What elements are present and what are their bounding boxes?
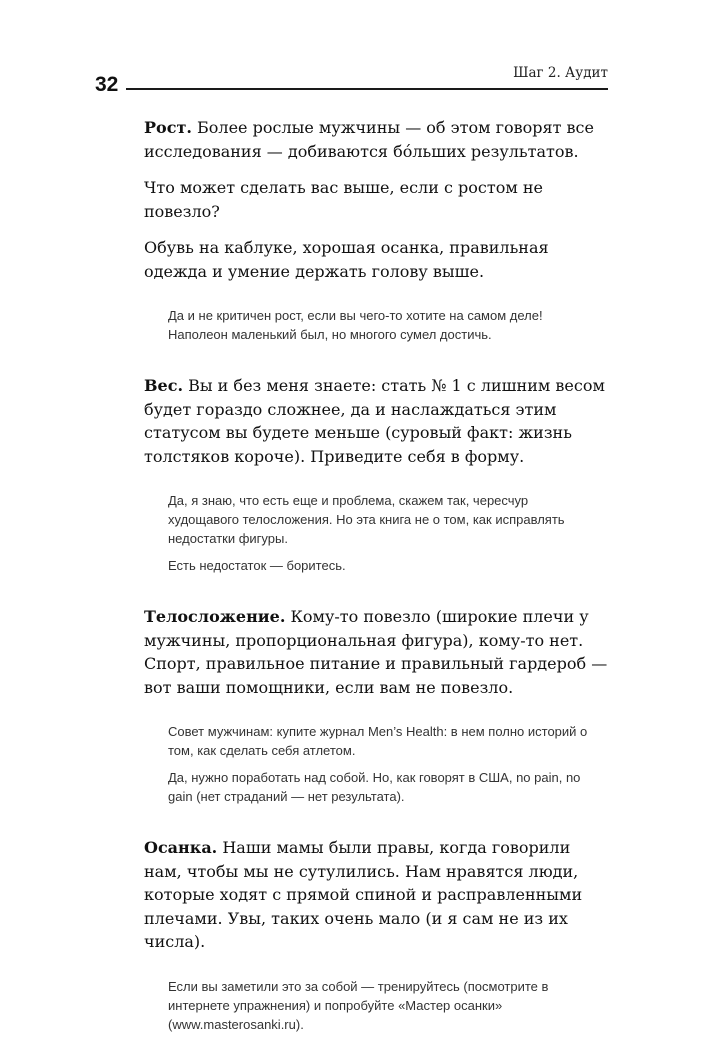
height-answer: Обувь на каблуке, хорошая осанка, правильная одежда и умение держать голову выше.	[144, 238, 549, 281]
weight-lead: Вес.	[144, 376, 184, 395]
height-question: Что может сделать вас выше, если с ростом не повезло?	[144, 178, 543, 221]
header-rule	[126, 88, 608, 90]
page-number: 32	[95, 73, 119, 96]
build-note-2: Да, нужно поработать над собой. Но, как говорят в США, no pain, no gain (нет страданий — нет результата).	[168, 770, 581, 804]
build-note-1: Совет мужчинам: купите журнал Men’s Health: в нем полно историй о том, как сделать себя атлетом.	[168, 724, 588, 758]
build-text: Кому-то повезло (широкие плечи у мужчины, пропорциональная фигура), кому-то нет. Спорт, правильное питание и правильный гардероб — вот ваши помощники, если вам не повезло.	[144, 607, 608, 697]
posture-note: Если вы заметили это за собой — тренируйтесь (посмотрите в интернете упражнения) и попробуйте «Мастер осанки» (www.masterosanki.ru).	[168, 978, 549, 1032]
weight-note-2: Есть недостаток — боритесь.	[168, 558, 346, 573]
weight-text: Вы и без меня знаете: стать № 1 с лишним весом будет гораздо сложнее, да и наслаждаться этим статусом вы будете меньше (суровый факт: жизнь толстяков короче). Приведите себя в форму.	[144, 376, 605, 466]
weight-paragraph	[144, 374, 608, 468]
build-lead: Телосложение.	[144, 607, 286, 626]
height-text: Более рослые мужчины — об этом говорят все исследования — добиваются бо́льших результатов.	[144, 118, 594, 161]
posture-lead: Осанка.	[144, 838, 218, 857]
posture-text: Наши мамы были правы, когда говорили нам, чтобы мы не сутулились. Нам нравятся люди, которые ходят с прямой спиной и расправленными плечами. Увы, таких очень мало (и я сам не из их числа).	[144, 838, 583, 951]
build-paragraph	[144, 605, 608, 699]
page-body	[144, 116, 608, 1042]
posture-paragraph	[144, 836, 608, 954]
height-paragraph	[144, 116, 608, 163]
height-lead: Рост.	[144, 118, 192, 137]
running-head: Шаг 2. Аудит	[513, 65, 608, 81]
weight-note-1: Да, я знаю, что есть еще и проблема, скажем так, чересчур худощавого телосложения. Но эта книга не о том, как исправлять недостатки фигуры.	[168, 493, 565, 546]
height-note: Да и не критичен рост, если вы чего-то хотите на самом деле! Наполеон маленький был, но многого сумел достичь.	[168, 308, 543, 342]
